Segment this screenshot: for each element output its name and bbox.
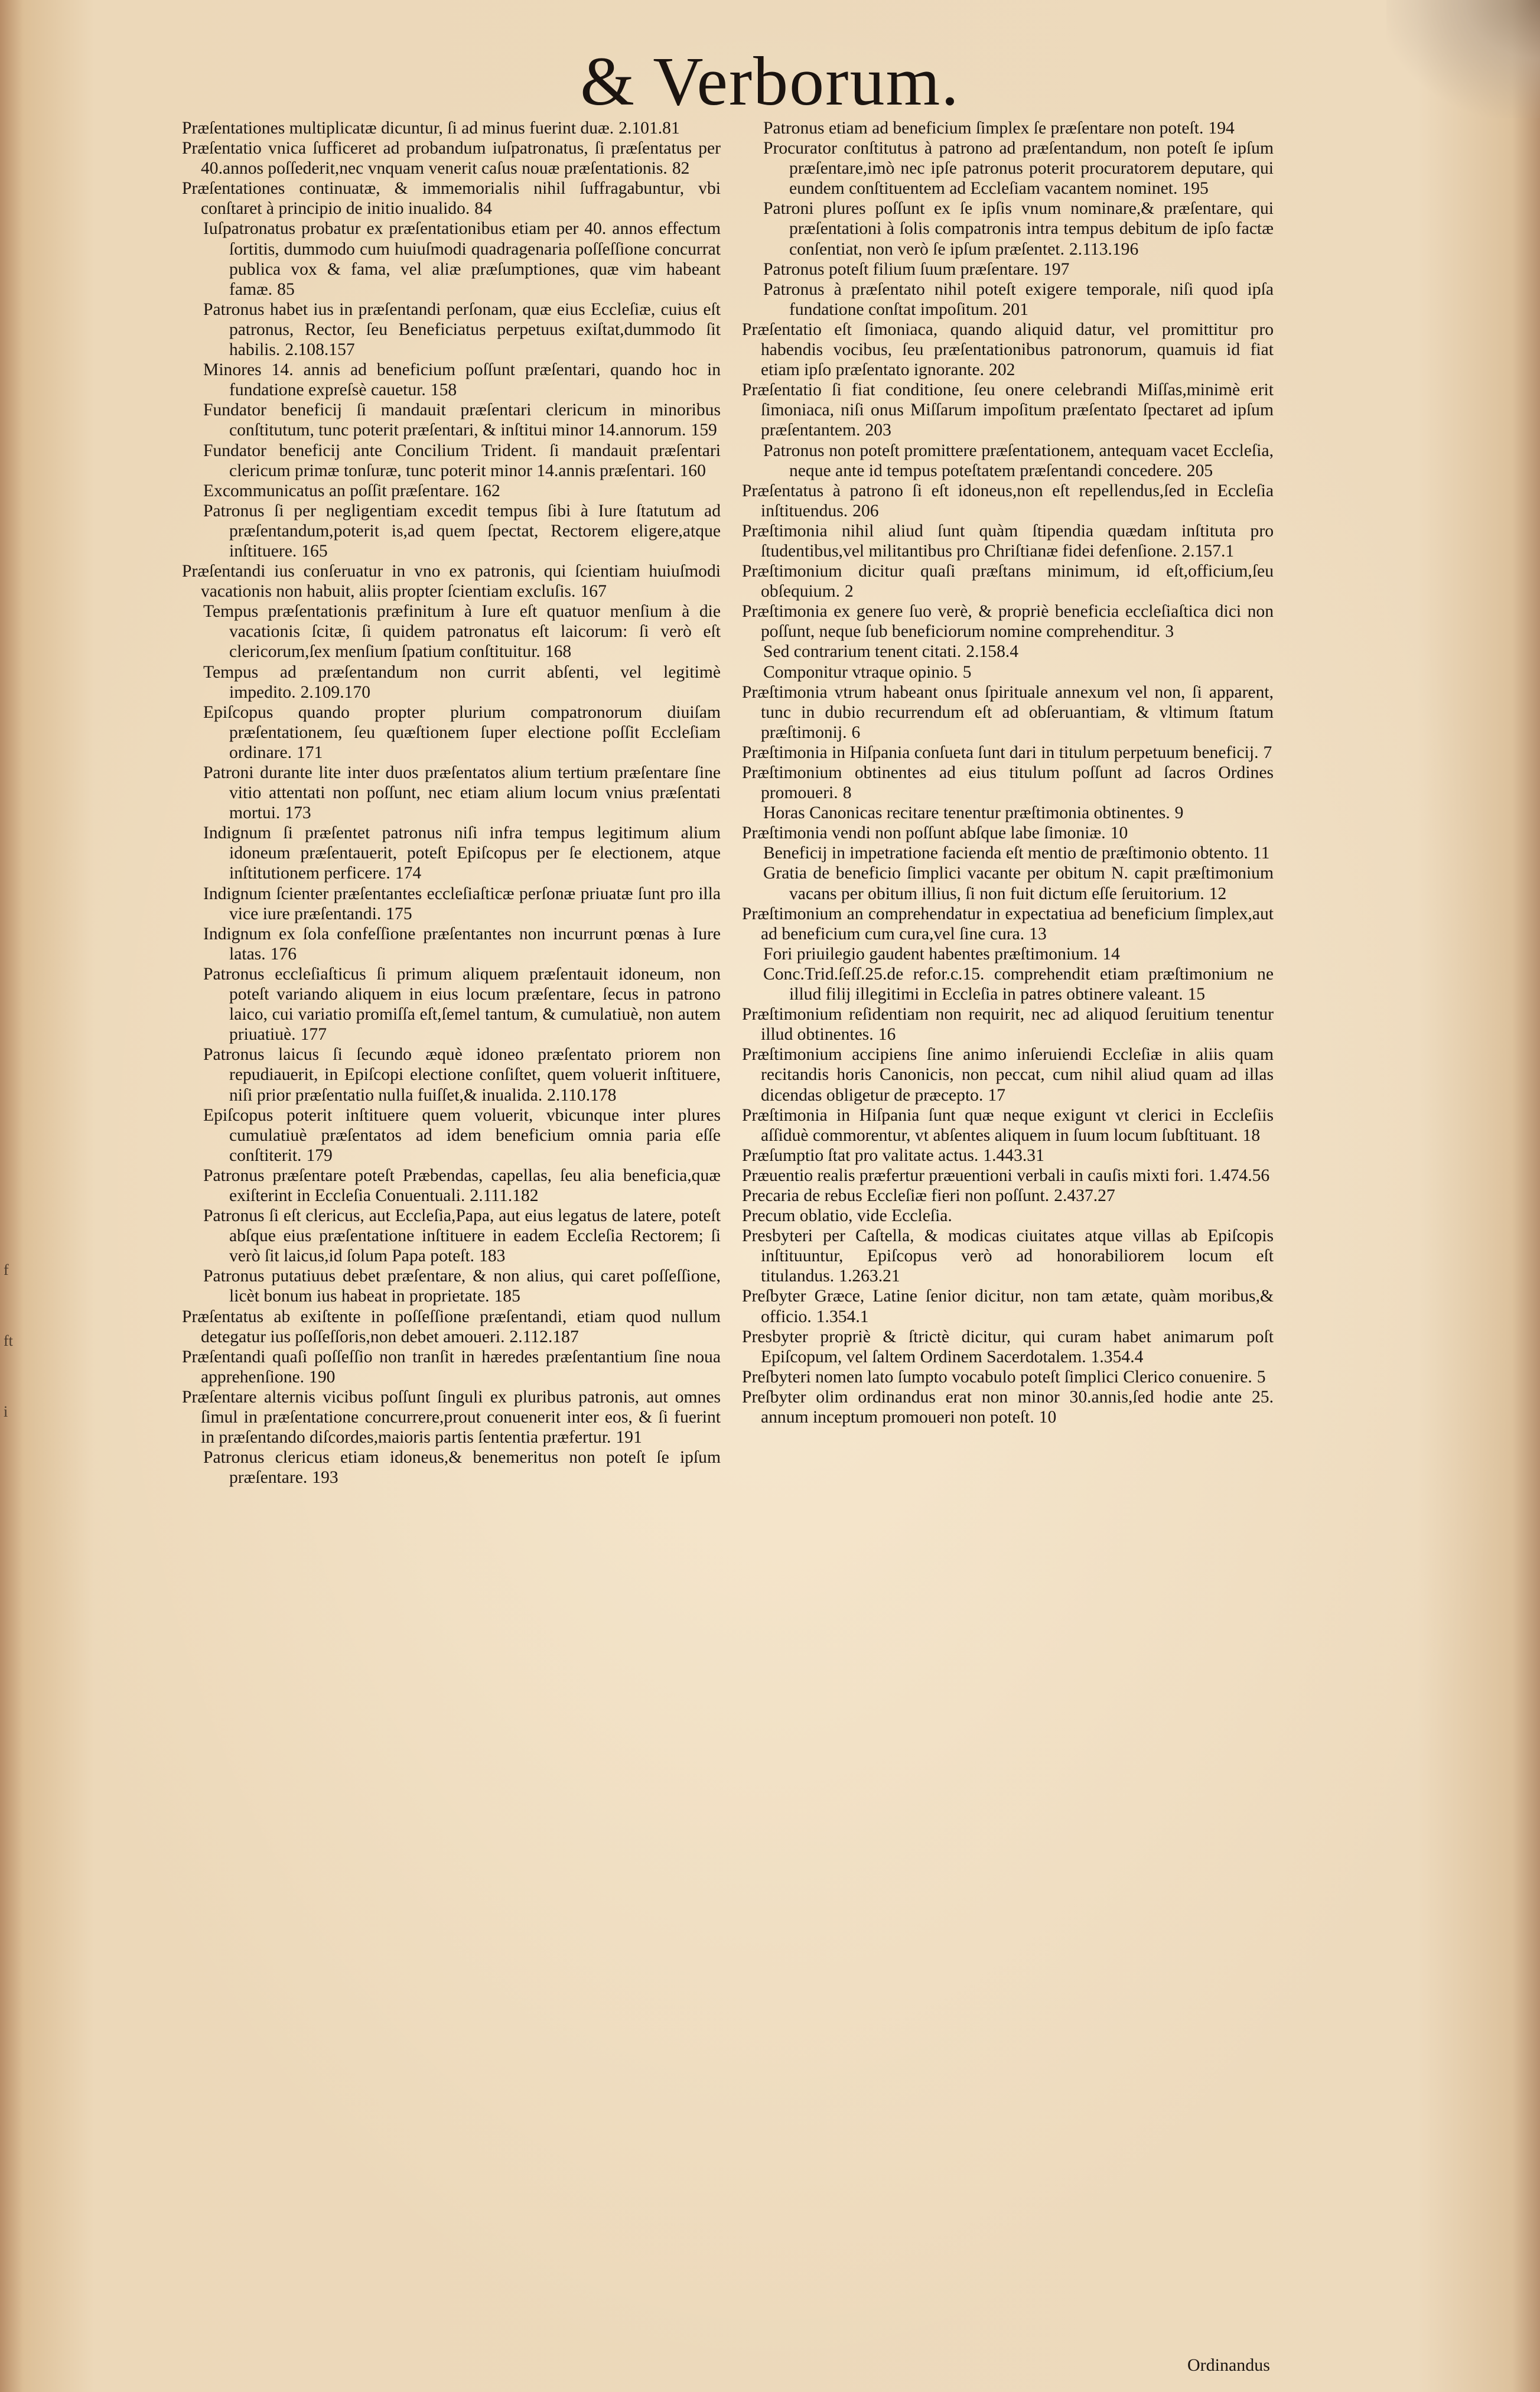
page-header: & Verborum. bbox=[580, 43, 960, 120]
entry-reference: 11 bbox=[1253, 844, 1270, 863]
entry-text: Præſtimonia in Hiſpania conſueta ſunt dari in titulum perpetuum beneficij. bbox=[742, 743, 1259, 762]
entry-reference: 179 bbox=[306, 1145, 333, 1165]
index-entry bbox=[182, 1044, 721, 1105]
entry-text: Præſtimonium accipiens ſine animo inſeruiendi Eccleſiæ in aliis quam recitandis horis Canonicis, non peccat, cum nihil aliud quam ad illas dicendas obligetur de præcepto. bbox=[742, 1045, 1274, 1105]
entry-text: Sed contrarium tenent citati. bbox=[763, 642, 962, 662]
index-entry bbox=[742, 380, 1274, 440]
entry-text: Indignum ſi præſentet patronus niſi infra tempus legitimum alium idoneum præſentauerit, poteſt Epiſcopus per ſe electionem, atque inſtitutionem perficere. bbox=[203, 824, 721, 883]
entry-text: Beneficij in impetratione facienda eſt mentio de præſtimonio obtento. bbox=[763, 844, 1248, 863]
entry-text: Patronus laicus ſi ſecundo æquè idoneo præſentato priorem non repudiauerit, in Epiſcopi electione conſiſtet, quem voluerit inſtituere, niſi prior præſentatio nulla fuiſſet,& inualida. bbox=[203, 1045, 721, 1105]
entry-reference: 9 bbox=[1174, 803, 1184, 823]
entry-reference: 13 bbox=[1029, 924, 1047, 943]
entry-reference: 15 bbox=[1187, 985, 1206, 1004]
entry-reference: 185 bbox=[494, 1287, 520, 1306]
index-entry bbox=[742, 1286, 1274, 1326]
entry-text: Præſentatus ab exiſtente in poſſeſſione præſentandi, etiam quod nullum detegatur ius poſſeſſoris,non debet amoueri. bbox=[182, 1307, 721, 1346]
entry-reference: 8 bbox=[842, 783, 852, 803]
entry-reference: 2 bbox=[844, 582, 854, 601]
entry-reference: 159 bbox=[691, 421, 717, 440]
entry-text: Precaria de rebus Eccleſiæ fieri non poſſunt. bbox=[742, 1186, 1050, 1205]
index-entry bbox=[742, 1206, 1274, 1226]
entry-reference: 168 bbox=[545, 642, 572, 662]
entry-reference: 5 bbox=[1256, 1367, 1266, 1387]
index-entry bbox=[742, 803, 1274, 823]
entry-reference: 10 bbox=[1038, 1408, 1057, 1427]
entry-reference: 194 bbox=[1208, 119, 1235, 138]
index-entry bbox=[742, 521, 1274, 561]
entry-text: Præſumptio ſtat pro valitate actus. bbox=[742, 1145, 979, 1165]
entry-text: Indignum ſcienter præſentantes eccleſiaſticæ perſonæ priuatæ ſunt pro illa vice iure præſentandi. bbox=[203, 884, 721, 923]
entry-reference: 10 bbox=[1110, 824, 1128, 843]
index-entry bbox=[182, 1447, 721, 1488]
entry-text: Præſtimonia in Hiſpania ſunt quæ neque exigunt vt clerici in Eccleſiis aſſiduè commorentur, vt abſentes aliquem in ſuum locum ſubſtituant. bbox=[742, 1105, 1274, 1145]
index-entry bbox=[742, 198, 1274, 259]
entry-text: Patronus ſi eſt clericus, aut Eccleſia,Papa, aut eius legatus de latere, poteſt abſque eius præſentatione inſtituere in eadem Eccleſia Rectorem; ſi verò ſit laicus,id ſolum Papa poteſt. bbox=[203, 1206, 721, 1266]
index-entry bbox=[742, 1367, 1274, 1387]
index-entry bbox=[742, 259, 1274, 279]
entry-text: Minores 14. annis ad beneficium poſſunt præſentari, quando hoc in fundatione expreſsè cauetur. bbox=[203, 360, 721, 400]
index-entry bbox=[182, 561, 721, 601]
index-entry bbox=[182, 1206, 721, 1266]
entry-reference: 195 bbox=[1182, 179, 1209, 198]
entry-text: Patronus poteſt filium ſuum præſentare. bbox=[763, 259, 1039, 279]
entry-reference: 2.110.178 bbox=[547, 1085, 617, 1105]
index-entry bbox=[182, 924, 721, 964]
index-entry bbox=[742, 1186, 1274, 1206]
entry-reference: 201 bbox=[1002, 300, 1028, 319]
entry-reference: 2.437.27 bbox=[1054, 1186, 1115, 1205]
entry-text: Presbyteri per Caſtella, & modicas ciuitates atque villas ab Epiſcopis inſtituuntur, Epiſcopus verò ad honorabiliorem locum eſt titulandus. bbox=[742, 1226, 1274, 1286]
edge-mark: ft bbox=[4, 1332, 13, 1349]
index-entry bbox=[742, 601, 1274, 642]
entry-reference: 2.113.196 bbox=[1069, 239, 1139, 259]
entry-reference: 16 bbox=[878, 1025, 896, 1044]
entry-reference: 2.108.157 bbox=[285, 340, 355, 360]
index-entry bbox=[742, 843, 1274, 863]
entry-reference: 2.111.182 bbox=[470, 1186, 539, 1205]
entry-reference: 6 bbox=[851, 723, 861, 742]
index-entry bbox=[742, 1387, 1274, 1427]
entry-reference: 167 bbox=[580, 582, 607, 601]
entry-text: Patroni plures poſſunt ex ſe ipſis vnum nominare,& præſentare, qui præſentationi à ſolis compatronis intra tempus debitum de ipſo factæ conſentiat, non verò ſe ipſum præſentet. bbox=[763, 199, 1274, 259]
entry-text: Presbyter propriè & ſtrictè dicitur, qui curam habet animarum poſt Epiſcopum, vel ſaltem Ordinem Sacerdotalem. bbox=[742, 1327, 1274, 1366]
index-entry bbox=[742, 320, 1274, 380]
entry-reference: 3 bbox=[1165, 622, 1174, 642]
index-entry bbox=[742, 662, 1274, 682]
index-entry bbox=[742, 138, 1274, 198]
index-entry bbox=[182, 400, 721, 440]
entry-text: Tempus præſentationis præfinitum à Iure eſt quatuor menſium à die vacationis ſcitæ, ſi quidem patronatus eſt laicorum: ſi verò eſt clericorum,ſex menſium ſpatium conſtituitur. bbox=[203, 602, 721, 662]
entry-text: Fundator beneficij ſi mandauit præſentari clericum in minoribus conſtitutum, tunc poterit præſentari, & inſtitui minor 14.annorum. bbox=[203, 401, 721, 440]
index-entry bbox=[182, 1307, 721, 1347]
index-entry bbox=[742, 1004, 1274, 1044]
entry-text: Horas Canonicas recitare tenentur præſtimonia obtinentes. bbox=[763, 803, 1170, 823]
entry-text: Conc.Trid.ſeſſ.25.de refor.c.15. comprehendit etiam præſtimonium ne illud filij illegitimi in Eccleſia in patres obtinere valeant. bbox=[763, 964, 1274, 1004]
index-entry bbox=[182, 1166, 721, 1206]
index-entry bbox=[182, 1105, 721, 1166]
entry-text: Præſtimonia nihil aliud ſunt quàm ſtipendia quædam inſtituta pro ſtudentibus,vel militantibus pro Chriſtianæ fidei defenſione. bbox=[742, 521, 1274, 561]
index-entry bbox=[182, 1387, 721, 1447]
index-entry bbox=[182, 662, 721, 702]
entry-text: Componitur vtraque opinio. bbox=[763, 662, 958, 682]
entry-reference: 2.109.170 bbox=[300, 682, 370, 702]
entry-text: Præſtimonium obtinentes ad eius titulum poſſunt ad ſacros Ordines promoueri. bbox=[742, 763, 1274, 803]
entry-text: Indignum ex ſola confeſſione præſentantes non incurrunt pœnas à Iure latas. bbox=[203, 924, 721, 964]
entry-reference: 203 bbox=[865, 421, 891, 440]
entry-text: Patronus à præſentato nihil poteſt exigere temporale, niſi quod ipſa fundatione conſtat impoſitum. bbox=[763, 279, 1274, 319]
entry-text: Epiſcopus quando propter plurium compatronorum diuiſam præſentationem, ſeu quæſtionem ſuper electione poſſit Eccleſiam ordinare. bbox=[203, 702, 721, 762]
index-entry bbox=[182, 1347, 721, 1387]
index-entry bbox=[742, 1105, 1274, 1145]
entry-reference: 158 bbox=[430, 380, 457, 400]
entry-reference: 175 bbox=[386, 904, 412, 923]
index-entry bbox=[742, 964, 1274, 1004]
index-entry bbox=[742, 1327, 1274, 1367]
entry-text: Patronus præſentare poteſt Præbendas, capellas, ſeu alia beneficia,quæ exiſterint in Eccleſia Conuentuali. bbox=[203, 1166, 721, 1205]
entry-text: Præſtimonia ex genere ſuo verè, & propriè beneficia eccleſiaſtica dici non poſſunt, neque ſub beneficiorum nomine comprehenditur. bbox=[742, 602, 1274, 642]
entry-reference: 206 bbox=[852, 501, 879, 520]
index-entry bbox=[742, 904, 1274, 944]
index-entry bbox=[742, 481, 1274, 521]
entry-reference: 5 bbox=[962, 662, 972, 682]
entry-text: Patronus etiam ad beneficium ſimplex ſe præſentare non poteſt. bbox=[763, 119, 1204, 138]
entry-reference: 85 bbox=[277, 279, 295, 299]
entry-reference: 205 bbox=[1186, 461, 1213, 480]
entry-reference: 82 bbox=[672, 159, 690, 178]
entry-reference: 162 bbox=[474, 481, 500, 500]
index-entry bbox=[182, 481, 721, 501]
entry-reference: 2.101.81 bbox=[618, 119, 680, 138]
entry-reference: 1.354.1 bbox=[816, 1307, 869, 1326]
entry-text: Præſentatio eſt ſimoniaca, quando aliquid datur, vel promittitur pro habendis vocibus, ſeu præſentationibus patronorum, quamuis id fiat etiam ipſo præſentato ignorante. bbox=[742, 320, 1274, 380]
index-entry bbox=[182, 823, 721, 883]
entry-text: Patronus non poteſt promittere præſentationem, antequam vacet Eccleſia, neque ante id tempus poteſtatem præſentandi concedere. bbox=[763, 441, 1274, 480]
entry-text: Gratia de beneficio ſimplici vacante per obitum N. capit præſtimonium vacans per obitum illius, ſi non fuit dictum eſſe ſeruitorium. bbox=[763, 864, 1274, 903]
entry-text: Præuentio realis præfertur præuentioni verbali in cauſis mixti fori. bbox=[742, 1166, 1204, 1185]
index-entry bbox=[742, 441, 1274, 481]
entry-text: Preſbyter olim ordinandus erat non minor 30.annis,ſed hodie ante 25. annum inceptum promoueri non poteſt. bbox=[742, 1387, 1274, 1427]
index-entry bbox=[182, 178, 721, 219]
entry-reference: 18 bbox=[1242, 1125, 1261, 1145]
edge-bleed-marks bbox=[4, 1235, 17, 1447]
entry-text: Præſentationes multiplicatæ dicuntur, ſi ad minus fuerint duæ. bbox=[182, 119, 614, 138]
index-entry bbox=[742, 279, 1274, 320]
entry-text: Patronus eccleſiaſticus ſi primum aliquem præſentauit idoneum, non poteſt variando aliquem in eius locum præſentare, ſecus in patrono laico, cui variatio promiſſa eſt,ſemel tantum, & cumulatiuè, non autem priuatiuè. bbox=[203, 964, 721, 1044]
entry-reference: 197 bbox=[1043, 259, 1070, 279]
entry-reference: 160 bbox=[679, 461, 706, 480]
entry-text: Preſbyteri nomen lato ſumpto vocabulo poteſt ſimplici Clerico conuenire. bbox=[742, 1367, 1252, 1387]
index-entry bbox=[742, 763, 1274, 803]
index-entry bbox=[182, 219, 721, 299]
entry-reference: 84 bbox=[474, 199, 492, 219]
entry-text: Præſtimonium dicitur quaſi præſtans minimum, id eſt,officium,ſeu obſequium. bbox=[742, 562, 1274, 601]
entry-text: Præſtimonium an comprehendatur in expectatiua ad beneficium ſimplex,aut ad beneficium cum cura,vel ſine cura. bbox=[742, 904, 1274, 943]
entry-text: Præſentatio vnica ſufficeret ad probandum iuſpatronatus, ſi præſentatus per 40.annos poſſederit,nec vnquam venerit caſus nouæ præſentationis. bbox=[182, 139, 721, 178]
index-entry bbox=[182, 702, 721, 763]
index-entry bbox=[182, 884, 721, 924]
index-entry bbox=[182, 118, 721, 138]
entry-text: Fundator beneficij ante Concilium Trident. ſi mandauit præſentari clericum primæ tonſuræ, tunc poterit minor 14.annis præſentari. bbox=[203, 441, 721, 480]
entry-reference: 1.443.31 bbox=[983, 1145, 1044, 1165]
index-entry bbox=[182, 360, 721, 400]
entry-reference: 2.157.1 bbox=[1181, 541, 1235, 561]
index-entry bbox=[742, 1044, 1274, 1105]
entry-text: Patronus putatiuus debet præſentare, & non alius, qui caret poſſeſſione, licèt bonum ius habeat in proprietate. bbox=[203, 1267, 721, 1306]
entry-reference: 17 bbox=[988, 1085, 1005, 1105]
entry-text: Præſentare alternis vicibus poſſunt ſinguli ex pluribus patronis, aut omnes ſimul in præſentatione concurrere,prout conuenerit inter eos, & ſi fuerint in præſentando diſcordes,maioris partis ſententia præfertur. bbox=[182, 1387, 721, 1447]
entry-text: Precum oblatio, vide Eccleſia. bbox=[742, 1206, 952, 1226]
index-entry bbox=[182, 138, 721, 178]
index-entry bbox=[742, 823, 1274, 843]
entry-reference: 174 bbox=[395, 864, 422, 883]
entry-text: Patronus habet ius in præſentandi perſonam, quæ eius Eccleſiæ, cuius eſt patronus, Rector, ſeu Beneficiatus perpetuus exiſtat,dummodo ſit habilis. bbox=[203, 300, 721, 360]
index-entry bbox=[742, 863, 1274, 903]
index-entry bbox=[742, 1145, 1274, 1166]
index-entry bbox=[742, 642, 1274, 662]
entry-reference: 176 bbox=[270, 944, 297, 964]
index-entry bbox=[742, 118, 1274, 138]
entry-text: Præſentatio ſi fiat conditione, ſeu onere celebrandi Miſſas,minimè erit ſimoniaca, niſi onus Miſſarum impoſitum præſentato ſpectaret ad ipſum præſentantem. bbox=[742, 380, 1274, 440]
entry-reference: 12 bbox=[1209, 884, 1227, 903]
entry-text: Epiſcopus poterit inſtituere quem voluerit, vbicunque inter plures cumulatiuè præſentatos ad idem beneficium omnia paria eſſe conſtiterit. bbox=[203, 1105, 721, 1165]
entry-reference: 193 bbox=[312, 1468, 338, 1488]
index-entry bbox=[742, 682, 1274, 743]
entry-text: Procurator conſtitutus à patrono ad præſentandum, non poteſt ſe ipſum præſentare,imò nec ipſe patronus poterit procuratorem deputare, qui eundem conſtituentem ad Eccleſiam vacantem nominet. bbox=[763, 139, 1274, 198]
index-entry bbox=[742, 1226, 1274, 1286]
index-entry bbox=[182, 441, 721, 481]
entry-reference: 1.263.21 bbox=[839, 1267, 900, 1286]
entry-text: Patronus ſi per negligentiam excedit tempus ſibi à Iure ſtatutum ad præſentandum,poterit is,ad quem ſpectat, Rectorem eligere,atque inſtituere. bbox=[203, 501, 721, 561]
entry-reference: 190 bbox=[309, 1367, 336, 1387]
entry-text: Preſbyter Græce, Latine ſenior dicitur, non tam ætate, quàm moribus,& officio. bbox=[742, 1287, 1274, 1326]
index-entry bbox=[182, 601, 721, 662]
entry-text: Tempus ad præſentandum non currit abſenti, vel legitimè impedito. bbox=[203, 662, 721, 702]
index-entry bbox=[182, 763, 721, 823]
index-entry bbox=[742, 1166, 1274, 1186]
entry-text: Præſtimonia vendi non poſſunt abſque labe ſimoniæ. bbox=[742, 824, 1106, 843]
entry-reference: 14 bbox=[1102, 944, 1120, 964]
entry-reference: 183 bbox=[479, 1247, 506, 1266]
entry-reference: 202 bbox=[989, 360, 1015, 380]
entry-text: Præſentandi quaſi poſſeſſio non tranſit in hæredes præſentantium ſine noua apprehenſione. bbox=[182, 1347, 721, 1387]
entry-text: Præſentationes continuatæ, & immemorialis nihil ſuffragabuntur, vbi conſtaret à principio de initio inualido. bbox=[182, 179, 721, 219]
index-entry bbox=[742, 561, 1274, 601]
index-column-left bbox=[182, 118, 721, 1488]
index-column-right bbox=[742, 118, 1274, 1427]
entry-text: Patronus clericus etiam idoneus,& benemeritus non poteſt ſe ipſum præſentare. bbox=[203, 1448, 721, 1488]
entry-reference: 171 bbox=[297, 743, 323, 762]
entry-text: Præſtimonium reſidentiam non requirit, nec ad aliquod ſeruitium tenentur illud obtinentes. bbox=[742, 1005, 1274, 1044]
entry-text: Præſentatus à patrono ſi eſt idoneus,non eſt repellendus,ſed in Eccleſia inſtituendus. bbox=[742, 481, 1274, 520]
index-entry bbox=[182, 300, 721, 360]
entry-reference: 177 bbox=[300, 1025, 327, 1044]
index-entry bbox=[742, 743, 1274, 763]
entry-reference: 173 bbox=[285, 803, 311, 823]
catchword: Ordinandus bbox=[1187, 2355, 1270, 2375]
entry-reference: 1.354.4 bbox=[1090, 1347, 1144, 1366]
entry-text: Iuſpatronatus probatur ex præſentationibus etiam per 40. annos effectum ſortitis, dummodo cum huiuſmodi quadragenaria poſſeſſione concurrat publica vox & fama, vel aliæ præſumptiones, quæ vim habeant famæ. bbox=[203, 219, 721, 299]
edge-mark: f bbox=[4, 1261, 9, 1278]
entry-reference: 165 bbox=[301, 541, 328, 561]
entry-reference: 1.474.56 bbox=[1208, 1166, 1270, 1185]
entry-text: Excommunicatus an poſſit præſentare. bbox=[203, 481, 470, 500]
entry-text: Patroni durante lite inter duos præſentatos alium tertium præſentare ſine vitio attentati non poſſunt, nec etiam alium locum vnius præſentati mortui. bbox=[203, 763, 721, 823]
entry-text: Præſentandi ius conſeruatur in vno ex patronis, qui ſcientiam huiuſmodi vacationis non habuit, aliis propter ſcientiam excluſis. bbox=[182, 562, 721, 601]
index-entry bbox=[182, 964, 721, 1044]
entry-reference: 2.158.4 bbox=[966, 642, 1019, 662]
index-entry bbox=[742, 944, 1274, 964]
entry-text: Fori priuilegio gaudent habentes præſtimonium. bbox=[763, 944, 1098, 964]
entry-text: Præſtimonia vtrum habeant onus ſpirituale annexum vel non, ſi apparent, tunc in dubio recurrendum eſt ad obſeruantiam, & vltimum ſtatum præſtimonij. bbox=[742, 682, 1274, 742]
index-entry bbox=[182, 501, 721, 561]
entry-reference: 191 bbox=[616, 1428, 642, 1447]
index-entry bbox=[182, 1266, 721, 1306]
entry-reference: 2.112.187 bbox=[509, 1327, 579, 1346]
entry-reference: 7 bbox=[1263, 743, 1272, 762]
edge-mark: i bbox=[4, 1403, 8, 1420]
